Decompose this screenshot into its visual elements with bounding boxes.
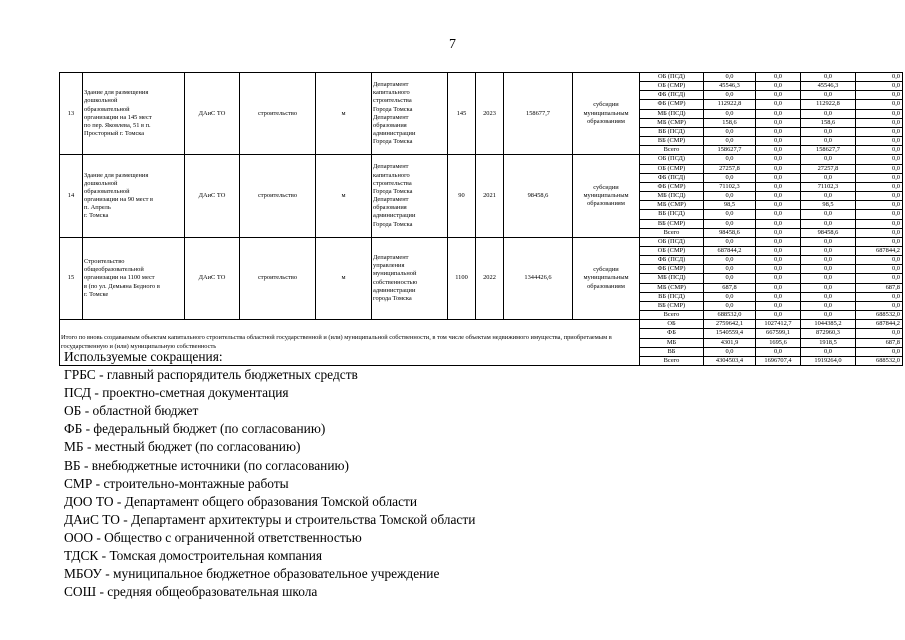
abbreviations-list [64,366,864,601]
summary-year-2: 872960,3 [801,329,856,338]
amount-year-2: 0,0 [801,173,856,182]
funding-source: МБ (ПСД) [640,192,704,201]
amount-year-1: 0,0 [756,146,801,155]
funding-source: ОБ (СМР) [640,246,704,255]
amount-year-1: 0,0 [756,265,801,274]
amount-year-2: 0,0 [801,274,856,283]
amount-total: 98,5 [704,201,756,210]
amount-year-2: 0,0 [801,256,856,265]
amount-year-3: 0,0 [856,237,903,246]
amount-year-1: 0,0 [756,82,801,91]
funding-source: ВБ (СМР) [640,301,704,310]
amount-total: 0,0 [704,73,756,82]
funding-source: МБ (ПСД) [640,274,704,283]
amount-year-1: 0,0 [756,201,801,210]
funding-source: ФБ (СМР) [640,182,704,191]
amount-total: 0,0 [704,192,756,201]
summary-source: ОБ [640,320,704,329]
summary-year-3: 688532,0 [856,356,903,365]
amount-year-2: 0,0 [801,155,856,164]
project-customer: Департамент управления муниципальной собственностью администрации города Томска [372,237,448,319]
summary-year-2: 0,0 [801,347,856,356]
table-body [60,73,903,366]
project-name: Строительство общеобразовательной организации на 1100 мест в (по ул. Демьяна Бедного в г. Томске [83,237,185,319]
abbreviation-item: МБ - местный бюджет (по согласованию) [64,439,301,455]
summary-year-2: 1044385,2 [801,320,856,329]
project-customer: Департамент капитального строительства Города Томска Департамент образования администрации Города Томска [372,73,448,155]
abbreviation-item: ДОО ТО - Департамент общего образования Томской области [64,493,418,509]
abbreviation-item: ТДСК - Томская домостроительная компания [64,548,323,564]
summary-year-3: 0,0 [856,347,903,356]
summary-total: 2759642,1 [704,320,756,329]
funding-source: ВБ (СМР) [640,219,704,228]
funding-source: МБ (СМР) [640,201,704,210]
summary-source: Всего [640,356,704,365]
summary-total: 0,0 [704,347,756,356]
project-funding-form: субсидии муниципальным образованиям [573,237,640,319]
amount-year-3: 0,0 [856,127,903,136]
amount-year-2: 98,5 [801,201,856,210]
project-capacity: 90 [448,155,476,237]
amount-year-3: 0,0 [856,146,903,155]
project-name: Здание для размещения дошкольной образовательной организации на 145 мест по пер. Яковлева, 51 в п. Просторный г. Томска [83,73,185,155]
amount-year-1: 0,0 [756,246,801,255]
funding-source: ФБ (ПСД) [640,256,704,265]
project-unit: м [316,73,372,155]
amount-year-1: 0,0 [756,192,801,201]
project-unit: м [316,155,372,237]
amount-year-2: 0,0 [801,73,856,82]
amount-year-2: 0,0 [801,137,856,146]
amount-year-3: 0,0 [856,301,903,310]
project-funding-form: субсидии муниципальным образованиям [573,155,640,237]
amount-year-2: 98458,6 [801,228,856,237]
summary-total: 1540559,4 [704,329,756,338]
project-capacity: 1100 [448,237,476,319]
amount-year-2: 0,0 [801,127,856,136]
amount-total: 0,0 [704,91,756,100]
amount-year-1: 0,0 [756,237,801,246]
amount-year-1: 0,0 [756,109,801,118]
amount-total: 27257,8 [704,164,756,173]
funding-source: ВБ (ПСД) [640,210,704,219]
amount-year-3: 0,0 [856,82,903,91]
funding-source: ОБ (СМР) [640,164,704,173]
summary-total: 4304503,4 [704,356,756,365]
amount-year-1: 0,0 [756,283,801,292]
amount-year-2: 0,0 [801,246,856,255]
abbreviation-item: ОБ - областной бюджет [64,403,199,419]
amount-year-3: 0,0 [856,228,903,237]
project-cost: 98458,6 [504,155,573,237]
project-capacity: 145 [448,73,476,155]
amount-year-2: 0,0 [801,311,856,320]
project-unit: м [316,237,372,319]
amount-year-2: 0,0 [801,109,856,118]
amount-year-1: 0,0 [756,311,801,320]
summary-year-1: 1695,6 [756,338,801,347]
funding-source: ВБ (ПСД) [640,127,704,136]
abbreviation-item: СМР - строительно-монтажные работы [64,475,289,491]
amount-total: 98458,6 [704,228,756,237]
funding-source: МБ (СМР) [640,118,704,127]
amount-total: 0,0 [704,292,756,301]
amount-total: 112922,8 [704,100,756,109]
funding-source: МБ (ПСД) [640,109,704,118]
amount-year-3: 0,0 [856,173,903,182]
project-grbs: ДАиС ТО [185,73,240,155]
amount-year-1: 0,0 [756,256,801,265]
amount-year-2: 0,0 [801,301,856,310]
funding-source: ОБ (СМР) [640,82,704,91]
funding-source: ФБ (ПСД) [640,91,704,100]
amount-year-3: 0,0 [856,219,903,228]
summary-label: Итого по вновь создаваемым объектам капитального строительства областной государственной и (или) муниципальной собственности, в том числе объектам недвижимого имущества, приобретаемым в государственную и (или) муниципальную собственность [60,320,640,366]
abbreviations-block [64,348,864,601]
amount-year-1: 0,0 [756,301,801,310]
project-year: 2022 [476,237,504,319]
amount-year-3: 687844,2 [856,246,903,255]
amount-total: 45546,3 [704,82,756,91]
amount-total: 0,0 [704,219,756,228]
project-number: 15 [60,237,83,319]
abbreviation-item: ФБ - федеральный бюджет (по согласованию) [64,421,326,437]
amount-year-3: 0,0 [856,91,903,100]
project-number: 14 [60,155,83,237]
amount-year-1: 0,0 [756,292,801,301]
summary-year-1: 1696707,4 [756,356,801,365]
project-funding-form: субсидии муниципальным образованиям [573,73,640,155]
amount-year-3: 0,0 [856,164,903,173]
amount-year-3: 0,0 [856,201,903,210]
amount-year-1: 0,0 [756,118,801,127]
amount-year-3: 0,0 [856,292,903,301]
amount-year-2: 0,0 [801,210,856,219]
amount-year-3: 0,0 [856,182,903,191]
amount-total: 0,0 [704,210,756,219]
project-number: 13 [60,73,83,155]
abbreviation-item: ПСД - проектно-сметная документация [64,385,289,401]
amount-year-3: 688532,0 [856,311,903,320]
funding-source: Всего [640,228,704,237]
amount-total: 0,0 [704,237,756,246]
amount-year-2: 0,0 [801,292,856,301]
amount-year-3: 0,0 [856,73,903,82]
amount-total: 688532,0 [704,311,756,320]
amount-year-1: 0,0 [756,219,801,228]
summary-year-1: 1027412,7 [756,320,801,329]
amount-year-3: 0,0 [856,155,903,164]
amount-year-2: 27257,8 [801,164,856,173]
summary-year-1: 667599,1 [756,329,801,338]
abbreviation-item: МБОУ - муниципальное бюджетное образовательное учреждение [64,566,440,582]
project-customer: Департамент капитального строительства Города Томска Департамент образования администрации Города Томска [372,155,448,237]
amount-year-2: 71102,3 [801,182,856,191]
amount-year-2: 112922,8 [801,100,856,109]
project-work-type: строительство [240,155,316,237]
amount-year-3: 0,0 [856,265,903,274]
amount-year-2: 0,0 [801,283,856,292]
abbreviation-item: СОШ - средняя общеобразовательная школа [64,584,318,600]
funding-source: ВБ (СМР) [640,137,704,146]
summary-source: ФБ [640,329,704,338]
amount-year-3: 0,0 [856,109,903,118]
amount-total: 0,0 [704,155,756,164]
funding-source: ФБ (ПСД) [640,173,704,182]
amount-year-2: 45546,3 [801,82,856,91]
amount-year-2: 158,6 [801,118,856,127]
amount-year-1: 0,0 [756,100,801,109]
amount-year-1: 0,0 [756,137,801,146]
amount-year-2: 0,0 [801,237,856,246]
amount-year-3: 0,0 [856,192,903,201]
project-grbs: ДАиС ТО [185,155,240,237]
funding-source: МБ (СМР) [640,283,704,292]
amount-year-2: 0,0 [801,192,856,201]
investment-table [59,72,903,366]
amount-year-3: 0,0 [856,210,903,219]
summary-year-3: 0,0 [856,329,903,338]
funding-source: ФБ (СМР) [640,100,704,109]
amount-total: 0,0 [704,301,756,310]
amount-year-2: 0,0 [801,91,856,100]
project-work-type: строительство [240,73,316,155]
summary-source: ВБ [640,347,704,356]
funding-source: ФБ (СМР) [640,265,704,274]
project-cost: 158677,7 [504,73,573,155]
project-name: Здание для размещения дошкольной образовательной организации на 90 мест в п. Апрель г. Томска [83,155,185,237]
table-row [60,155,903,164]
amount-year-2: 0,0 [801,219,856,228]
project-year: 2021 [476,155,504,237]
amount-total: 0,0 [704,256,756,265]
amount-total: 0,0 [704,274,756,283]
amount-year-3: 0,0 [856,274,903,283]
amount-total: 687844,2 [704,246,756,255]
amount-year-2: 0,0 [801,265,856,274]
amount-year-3: 0,0 [856,256,903,265]
funding-source: Всего [640,146,704,155]
page-number: 7 [449,37,456,52]
amount-total: 71102,3 [704,182,756,191]
funding-source: ОБ (ПСД) [640,155,704,164]
amount-total: 0,0 [704,137,756,146]
amount-year-1: 0,0 [756,91,801,100]
amount-year-3: 687,8 [856,283,903,292]
project-work-type: строительство [240,237,316,319]
table-row [60,237,903,246]
amount-total: 0,0 [704,109,756,118]
summary-year-2: 1918,5 [801,338,856,347]
amount-year-1: 0,0 [756,164,801,173]
amount-year-2: 158627,7 [801,146,856,155]
amount-total: 0,0 [704,173,756,182]
funding-source: ОБ (ПСД) [640,237,704,246]
amount-year-3: 0,0 [856,118,903,127]
project-cost: 1344426,6 [504,237,573,319]
amount-year-1: 0,0 [756,73,801,82]
abbreviation-item: ГРБС - главный распорядитель бюджетных средств [64,367,358,383]
amount-year-3: 0,0 [856,100,903,109]
summary-row [60,320,903,329]
amount-total: 158,6 [704,118,756,127]
amount-year-1: 0,0 [756,127,801,136]
amount-year-1: 0,0 [756,210,801,219]
table-row [60,73,903,82]
summary-year-3: 687,8 [856,338,903,347]
amount-year-1: 0,0 [756,182,801,191]
abbreviation-item: ВБ - внебюджетные источники (по согласованию) [64,457,349,473]
summary-year-3: 687844,2 [856,320,903,329]
amount-year-3: 0,0 [856,137,903,146]
amount-year-1: 0,0 [756,228,801,237]
project-year: 2023 [476,73,504,155]
summary-source: МБ [640,338,704,347]
amount-total: 158627,7 [704,146,756,155]
summary-year-1: 0,0 [756,347,801,356]
amount-total: 0,0 [704,265,756,274]
amount-year-1: 0,0 [756,173,801,182]
amount-year-1: 0,0 [756,155,801,164]
funding-source: ОБ (ПСД) [640,73,704,82]
amount-total: 687,8 [704,283,756,292]
funding-source: Всего [640,311,704,320]
project-grbs: ДАиС ТО [185,237,240,319]
abbreviation-item: ДАиС ТО - Департамент архитектуры и строительства Томской области [64,511,476,527]
summary-total: 4301,9 [704,338,756,347]
abbreviations-title: Используемые сокращения: [64,349,223,364]
summary-year-2: 1919264,0 [801,356,856,365]
amount-total: 0,0 [704,127,756,136]
abbreviation-item: ООО - Общество с ограниченной ответственностью [64,529,362,545]
amount-year-1: 0,0 [756,274,801,283]
funding-source: ВБ (ПСД) [640,292,704,301]
